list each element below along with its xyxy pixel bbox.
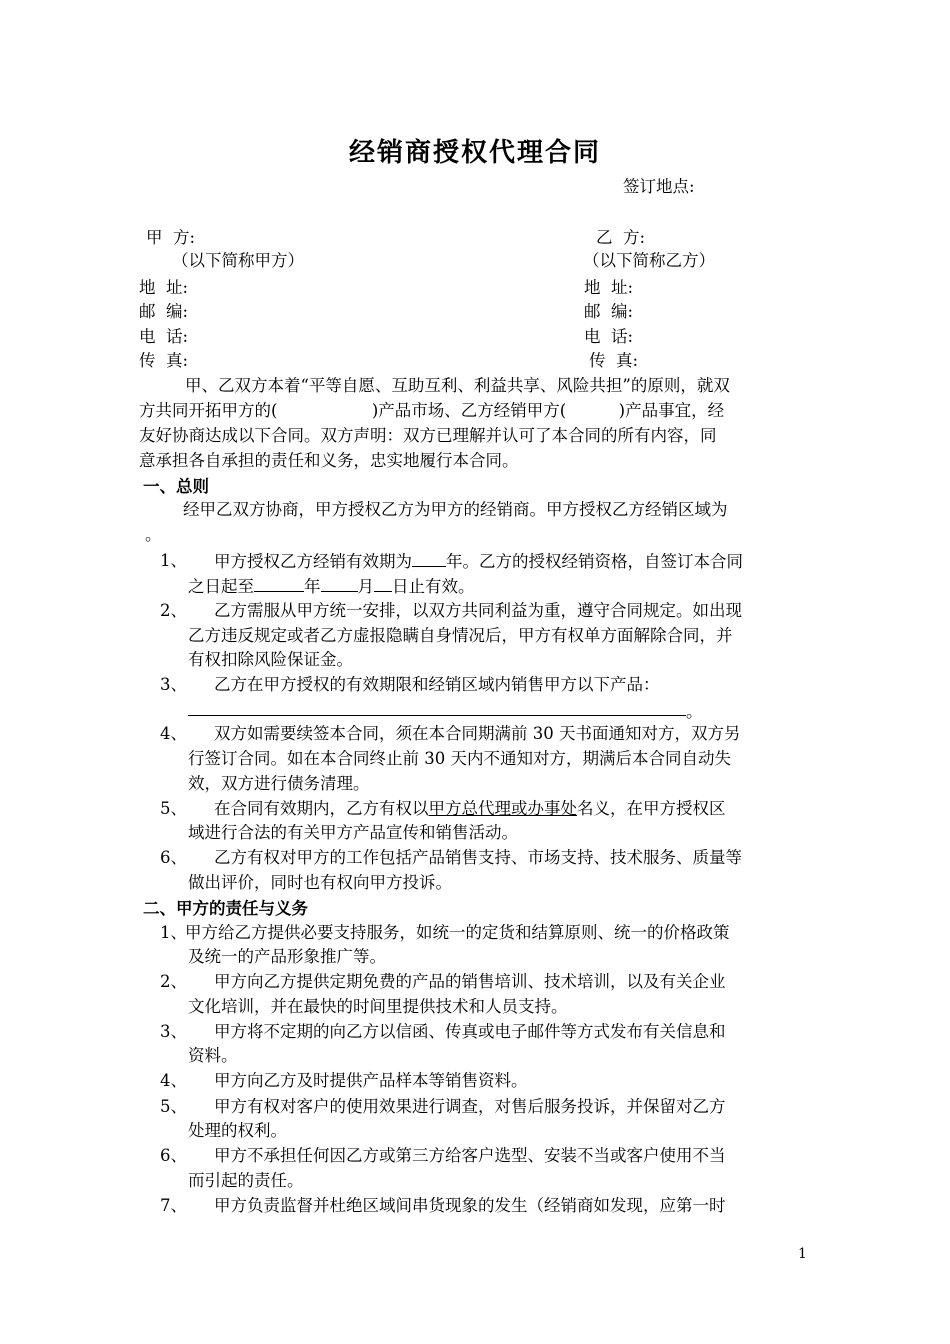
item-number: 6、 xyxy=(160,848,187,867)
page-number: 1 xyxy=(798,1246,807,1262)
item-number: 2、 xyxy=(160,601,187,620)
sign-place-label: 签订地点: xyxy=(623,177,695,196)
party-b-label: 乙 方: xyxy=(596,228,646,247)
item-text: 日止有效。 xyxy=(392,577,475,596)
item-number: 1、 xyxy=(160,923,187,942)
item-line: 行签订合同。如在本合同终止前 30 天内不通知对方，期满后本合同自动失 xyxy=(188,749,731,768)
item-line: 域进行合法的有关甲方产品宣传和销售活动。 xyxy=(188,823,518,842)
party-b-fax: 传 真: xyxy=(589,351,639,370)
item-line: 甲方向乙方及时提供产品样本等销售资料。 xyxy=(214,1071,528,1090)
intro-line: 甲、乙双方本着“平等自愿、互助互利、利益共享、风险共担”的原则，就双 xyxy=(185,376,730,395)
item-line: 效，双方进行债务清理。 xyxy=(188,774,370,793)
party-a-postcode: 邮 编: xyxy=(139,302,189,321)
blank-field xyxy=(254,574,304,592)
blank-field xyxy=(321,574,358,592)
item-line: 甲方不承担任何因乙方或第三方给客户选型、安装不当或客户使用不当 xyxy=(214,1146,726,1165)
party-b-short: （以下简称乙方） xyxy=(583,251,715,270)
product-blank-line xyxy=(188,715,686,716)
document-title: 经销商授权代理合同 xyxy=(348,138,601,168)
item-number: 6、 xyxy=(160,1146,187,1165)
item-number: 7、 xyxy=(160,1196,187,1215)
item-line: 乙方在甲方授权的有效期限和经销区域内销售甲方以下产品： xyxy=(214,675,660,694)
section1-lead: 经甲乙双方协商，甲方授权乙方为甲方的经销商。甲方授权乙方经销区域为 xyxy=(183,500,728,519)
item-line xyxy=(188,574,475,599)
item-number: 4、 xyxy=(160,724,187,743)
item-line: 而引起的责任。 xyxy=(188,1171,304,1190)
item-line: 做出评价，同时也有权向甲方投诉。 xyxy=(188,873,452,892)
item-text: 名义，在甲方授权区 xyxy=(577,799,726,818)
blank-field xyxy=(412,549,446,567)
section-heading: 一、总则 xyxy=(143,477,209,496)
item-line: 及统一的产品形象推广等。 xyxy=(188,947,386,966)
section1-lead-end: 。 xyxy=(145,525,162,544)
party-a-fax: 传 真: xyxy=(139,351,189,370)
party-a-short: （以下简称甲方） xyxy=(172,251,304,270)
party-a-address: 地 址: xyxy=(139,278,189,297)
item-line: 有权扣除风险保证金。 xyxy=(188,650,353,669)
item-line: 双方如需要续签本合同，须在本合同期满前 30 天书面通知对方，双方另 xyxy=(214,724,741,743)
item-line: 乙方违反规定或者乙方虚报隐瞒自身情况后，甲方有权单方面解除合同，并 xyxy=(188,626,733,645)
item-line: 甲方将不定期的向乙方以信函、传真或电子邮件等方式发布有关信息和 xyxy=(214,1022,726,1041)
party-a-phone: 电 话: xyxy=(139,327,189,346)
underlined-text: 甲方总代理或办事处 xyxy=(428,799,577,818)
item-text: 月 xyxy=(357,577,374,596)
item-line: 甲方负责监督并杜绝区域间串货现象的发生（经销商如发现，应第一时 xyxy=(214,1196,726,1215)
item-line-end: 。 xyxy=(686,702,703,721)
item-number: 4、 xyxy=(160,1071,187,1090)
blank-field xyxy=(374,574,392,592)
item-number: 2、 xyxy=(160,972,187,991)
party-b-phone: 电 话: xyxy=(584,327,634,346)
item-line: 文化培训，并在最快的时间里提供技术和人员支持。 xyxy=(188,997,568,1016)
item-number: 5、 xyxy=(160,1097,187,1116)
item-text: 甲方授权乙方经销有效期为 xyxy=(214,552,412,571)
intro-line: 意承担各自承担的责任和义务，忠实地履行本合同。 xyxy=(139,451,519,470)
item-text: 在合同有效期内，乙方有权以 xyxy=(214,799,429,818)
item-text: 之日起至 xyxy=(188,577,254,596)
party-a-label: 甲 方: xyxy=(146,228,196,247)
item-line: 甲方向乙方提供定期免费的产品的销售培训、技术培训，以及有关企业 xyxy=(214,972,726,991)
item-line: 甲方有权对客户的使用效果进行调查，对售后服务投诉，并保留对乙方 xyxy=(214,1097,726,1116)
item-line: 乙方有权对甲方的工作包括产品销售支持、市场支持、技术服务、质量等 xyxy=(214,848,742,867)
item-number: 3、 xyxy=(160,675,187,694)
party-b-postcode: 邮 编: xyxy=(584,302,634,321)
intro-line: 友好协商达成以下合同。双方声明：双方已理解并认可了本合同的所有内容，同 xyxy=(139,426,717,445)
item-line xyxy=(214,797,726,821)
intro-line: 方共同开拓甲方的( )产品市场、乙方经销甲方( )产品事宜，经 xyxy=(139,401,725,420)
item-number: 1、 xyxy=(160,551,187,570)
item-line: 资料。 xyxy=(188,1046,238,1065)
item-line xyxy=(214,549,743,574)
item-number: 3、 xyxy=(160,1022,187,1041)
item-line: 乙方需服从甲方统一安排，以双方共同利益为重，遵守合同规定。如出现 xyxy=(214,601,742,620)
item-text: 年。乙方的授权经销资格，自签订本合同 xyxy=(446,552,743,571)
item-text: 年 xyxy=(304,577,321,596)
item-line: 甲方给乙方提供必要支持服务，如统一的定货和结算原则、统一的价格政策 xyxy=(185,923,730,942)
item-number: 5、 xyxy=(160,799,187,818)
party-b-address: 地 址: xyxy=(584,278,634,297)
section-heading: 二、甲方的责任与义务 xyxy=(143,899,308,918)
item-line: 处理的权利。 xyxy=(188,1121,287,1140)
